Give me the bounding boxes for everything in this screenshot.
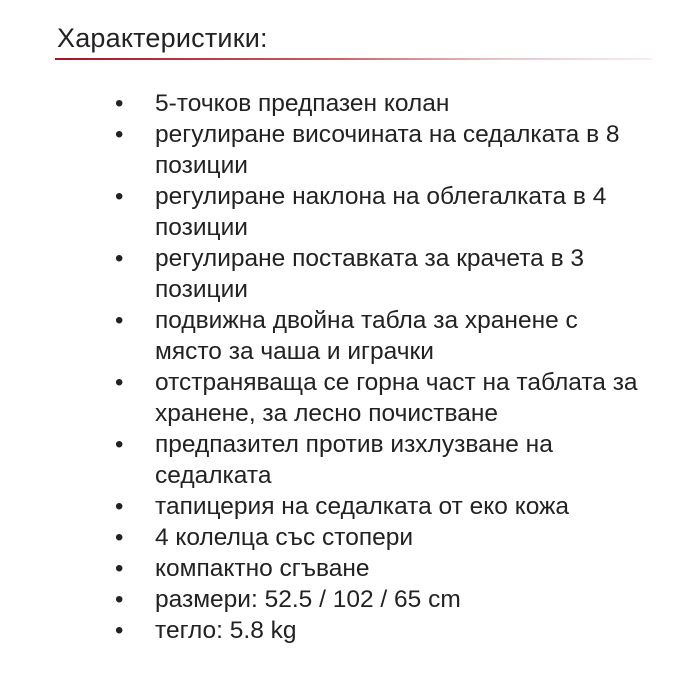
list-item	[115, 88, 645, 119]
list-item	[115, 491, 645, 522]
list-item	[115, 119, 645, 181]
feature-text: тапицерия на седалката от еко кожа	[155, 493, 570, 520]
feature-text: регулиране височината на седалката в 8 позиции	[155, 121, 620, 179]
feature-text: регулиране поставката за крачета в 3 позиции	[155, 245, 585, 303]
feature-text: размери: 52.5 / 102 / 65 cm	[155, 586, 461, 613]
list-item	[115, 243, 645, 305]
title-underline	[55, 58, 652, 60]
list-item	[115, 181, 645, 243]
bullet-icon: •	[115, 555, 124, 582]
feature-text: регулиране наклона на облегалката в 4 позиции	[155, 183, 607, 241]
list-item	[115, 553, 645, 584]
feature-text: 5-точков предпазен колан	[155, 90, 450, 117]
list-item	[115, 367, 645, 429]
feature-list	[115, 88, 645, 646]
feature-text: отстраняваща се горна част на таблата за хранене, за лесно почистване	[155, 369, 638, 427]
bullet-icon: •	[115, 245, 124, 272]
list-item	[115, 522, 645, 553]
bullet-icon: •	[115, 183, 124, 210]
bullet-icon: •	[115, 369, 124, 396]
feature-text: компактно сгъване	[155, 555, 370, 582]
list-item	[115, 615, 645, 646]
list-item	[115, 584, 645, 615]
bullet-icon: •	[115, 431, 124, 458]
feature-text: предпазител против изхлузване на седалката	[155, 431, 553, 489]
bullet-icon: •	[115, 524, 124, 551]
feature-text: подвижна двойна табла за хранене с място за чаша и играчки	[155, 307, 578, 365]
bullet-icon: •	[115, 90, 124, 117]
feature-text: тегло: 5.8 kg	[155, 617, 297, 644]
list-item	[115, 429, 645, 491]
bullet-icon: •	[115, 617, 124, 644]
bullet-icon: •	[115, 121, 124, 148]
section-title: Характеристики:	[57, 23, 268, 53]
list-item	[115, 305, 645, 367]
bullet-icon: •	[115, 586, 124, 613]
bullet-icon: •	[115, 493, 124, 520]
feature-text: 4 колелца със стопери	[155, 524, 414, 551]
bullet-icon: •	[115, 307, 124, 334]
